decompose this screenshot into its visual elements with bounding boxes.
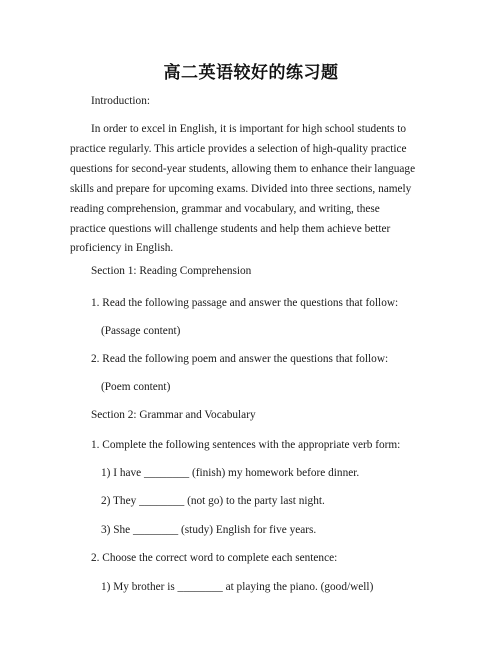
section-1-poem-placeholder: (Poem content) (101, 381, 171, 393)
introduction-line: questions for second-year students, allowing them to enhance their language (70, 162, 416, 175)
section-2-question-1: 1. Complete the following sentences with the appropriate verb form: (91, 439, 401, 451)
section-1-question-1: 1. Read the following passage and answer the questions that follow: (91, 297, 399, 309)
section-2-question-2: 2. Choose the correct word to complete each sentence: (91, 552, 338, 564)
section-2-question-1-item: 3) She ________ (study) English for five years. (101, 524, 317, 536)
document-title: 高二英语较好的练习题 (163, 63, 339, 83)
section-2-question-2-item: 1) My brother is ________ at playing the piano. (good/well) (101, 581, 374, 593)
introduction-paragraph (70, 120, 426, 259)
section-1-passage-placeholder: (Passage content) (101, 325, 181, 337)
introduction-line: proficiency in English. (70, 242, 174, 255)
introduction-line: skills and prepare for upcoming exams. Divided into three sections, namely (70, 182, 412, 195)
section-1-question-2: 2. Read the following poem and answer the questions that follow: (91, 353, 389, 365)
introduction-heading: Introduction: (91, 95, 150, 107)
introduction-line: reading comprehension, grammar and vocabulary, and writing, these (70, 202, 380, 215)
introduction-line: practice regularly. This article provides a selection of high-quality practice (70, 142, 407, 155)
section-1-heading: Section 1: Reading Comprehension (91, 265, 252, 277)
section-2-question-1-item: 1) I have ________ (finish) my homework before dinner. (101, 467, 360, 479)
introduction-line: practice questions will challenge students and help them achieve better (70, 222, 391, 235)
section-2-heading: Section 2: Grammar and Vocabulary (91, 409, 256, 421)
section-2-question-1-item: 2) They ________ (not go) to the party last night. (101, 495, 325, 507)
introduction-line: In order to excel in English, it is important for high school students to (91, 123, 407, 135)
